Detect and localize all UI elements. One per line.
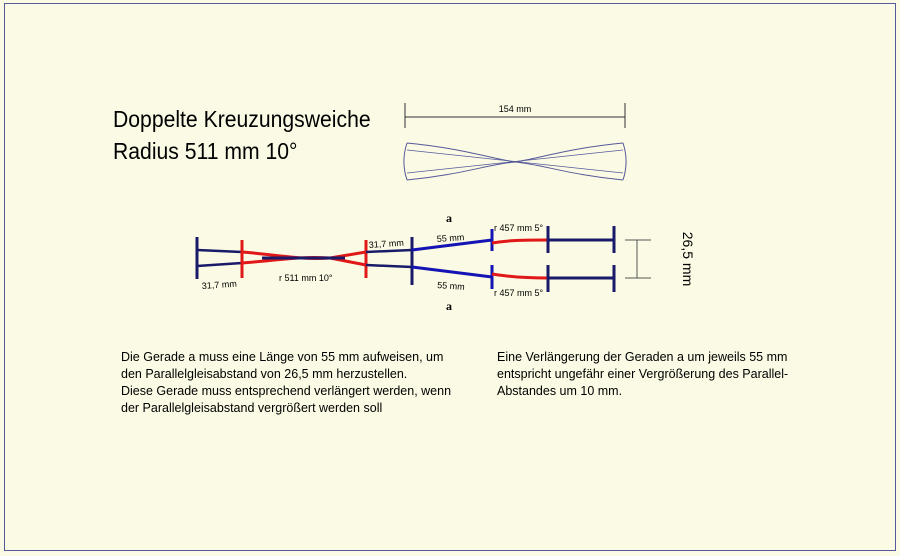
label-radius-511: r 511 mm 10° (279, 273, 333, 283)
explanation-left-line: der Parallelgleisabstand vergrößert werden soll (121, 401, 383, 415)
label-55-bottom: 55 mm (436, 280, 466, 292)
label-317-right: 31,7 mm (368, 237, 405, 250)
outline-curve-bottom-1 (407, 162, 623, 180)
right-short-bottom (366, 265, 412, 267)
curve-457-bottom (492, 274, 548, 278)
explanation-right-line: Abstandes um 10 mm. (497, 384, 623, 398)
main-diagram (197, 211, 696, 313)
dimension-label: 154 mm (498, 104, 532, 114)
explanation-left-line: Die Gerade a muss eine Länge von 55 mm aufweisen, um (121, 350, 444, 364)
outline-end-left (404, 143, 407, 180)
outline-curve-top-1 (407, 143, 623, 162)
spacing-label: 26,5 mm (680, 231, 696, 287)
explanation-left-line: den Parallelgleisabstand von 26,5 mm herzustellen. (121, 367, 408, 381)
curve-457-top (492, 240, 548, 243)
explanation-right (497, 349, 788, 400)
right-short-top (366, 250, 412, 252)
label-radius-457-bottom: r 457 mm 5° (494, 288, 544, 298)
label-317-left: 31,7 mm (201, 278, 238, 291)
left-track-bottom (197, 263, 242, 266)
outline-end-right (623, 143, 626, 180)
left-track-top (197, 250, 242, 252)
outline-drawing (404, 103, 626, 180)
straight-a-bottom (412, 267, 492, 277)
label-55-top: 55 mm (436, 232, 465, 244)
page-title: Doppelte Kreuzungsweiche (113, 106, 371, 132)
label-radius-457-top: r 457 mm 5° (494, 223, 544, 233)
explanation-right-line: entspricht ungefähr einer Vergrößerung des Parallel- (497, 367, 789, 381)
explanation-right-line: Eine Verlängerung der Geraden a um jeweils 55 mm (497, 350, 788, 364)
explanation-left-line: Diese Gerade muss entsprechend verlängert werden, wenn (121, 384, 452, 398)
label-a-bottom: a (446, 299, 452, 313)
explanation-left (121, 349, 451, 417)
page-subtitle: Radius 511 mm 10° (113, 138, 298, 164)
label-a-top: a (446, 211, 452, 225)
